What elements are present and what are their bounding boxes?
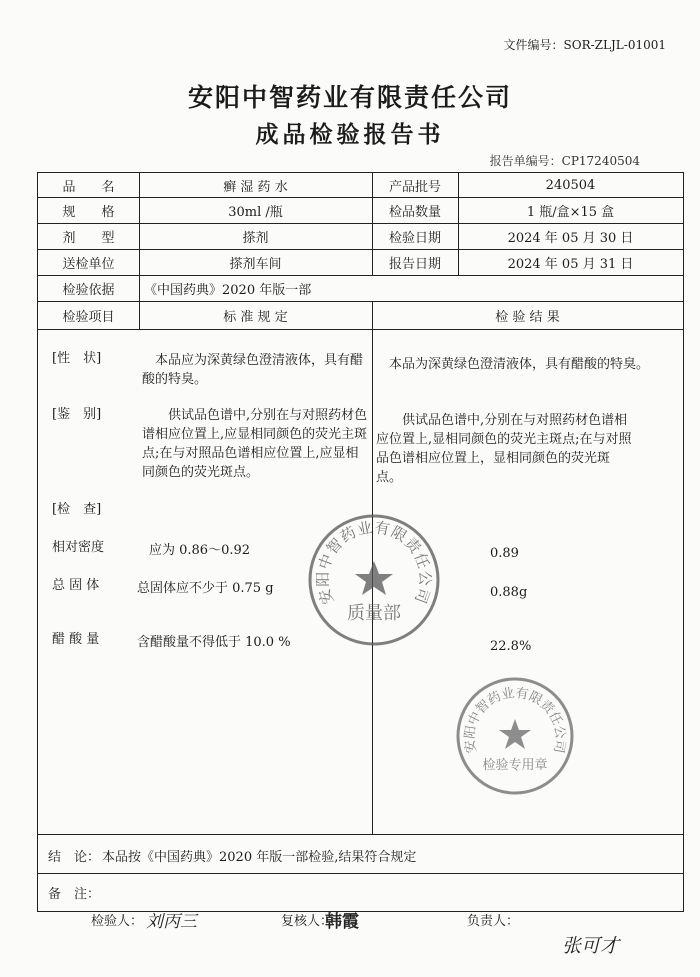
report-date-value: 2024 年 05 月 31 日 (507, 257, 634, 272)
quality-stamp-ring-text: 安阳中智药业有限责任公司 (313, 518, 435, 607)
density-result: 0.89 (490, 546, 519, 561)
identification-label: [鉴 别] (52, 407, 102, 422)
quality-stamp-center-text: 质量部 (347, 603, 401, 624)
appearance-result: 本品为深黄绿色澄清液体，具有醋酸的特臭。 (389, 357, 650, 372)
reviewer-label: 复核人： (281, 914, 334, 929)
check-label: [检 查] (52, 502, 102, 517)
form-value: 搽剂 (242, 231, 269, 246)
result-header: 检 验 结 果 (495, 310, 560, 325)
test-date-label: 检验日期 (388, 231, 441, 246)
standard-header: 标 准 规 定 (223, 310, 288, 325)
remarks-label: 备 注： (48, 887, 101, 902)
spec-label: 规 格 (62, 205, 115, 220)
identification-standard: 供试品色谱中,分别在与对照药材色谱相应位置上,应显相同颜色的荧光主斑点;在与对照品色谱相应位置上,应显相同颜色的荧光斑点。 (142, 408, 368, 480)
svg-text:安阳中智药业有限责任公司 (462, 686, 568, 754)
document-number: 文件编号：SOR-ZLJL-01001 (503, 38, 666, 52)
basis-value: 《中国药典》2020 年版一部 (144, 283, 312, 298)
responsible-signature: 张可才 (562, 935, 620, 957)
solids-standard: 总固体应不少于 0.75 g (137, 581, 274, 596)
batch-value: 240504 (545, 177, 596, 193)
inspector-signature: 刘丙三 (146, 912, 197, 932)
inspection-form (37, 172, 684, 912)
svg-text:安阳中智药业有限责任公司 (314, 518, 434, 607)
inspector-label: 检验人： (91, 914, 144, 929)
acetic-acid-result: 22.8% (490, 639, 532, 654)
appearance-label: [性 状] (52, 351, 102, 366)
solids-label: 总 固 体 (52, 578, 100, 593)
report-date-label: 报告日期 (388, 257, 441, 272)
company-name: 安阳中智药业有限责任公司 (187, 83, 512, 112)
submitter-value: 搽剂车间 (229, 257, 282, 272)
quality-department-stamp (305, 511, 443, 649)
acetic-acid-standard: 含醋酸量不得低于 10.0 % (137, 635, 291, 650)
report-title: 成品检验报告书 (255, 121, 445, 148)
spec-value: 30ml /瓶 (228, 205, 283, 220)
appearance-standard: 本品应为深黄绿色澄清液体，具有醋酸的特臭。 (142, 353, 364, 387)
batch-label: 产品批号 (388, 179, 441, 195)
conclusion-label: 结 论： (48, 850, 101, 865)
form-label: 剂 型 (62, 231, 115, 246)
conclusion-text: 本品按《中国药典》2020 年版一部检验,结果符合规定 (102, 850, 417, 865)
submitter-label: 送检单位 (62, 257, 115, 272)
quantity-label: 检品数量 (388, 205, 441, 220)
basis-label: 检验依据 (62, 283, 115, 298)
quantity-value: 1 瓶/盒×15 盒 (526, 205, 615, 220)
report-number: 报告单编号：CP17240504 (489, 154, 640, 168)
solids-result: 0.88g (490, 585, 528, 600)
item-header: 检验项目 (62, 310, 115, 325)
density-standard: 应为 0.86～0.92 (149, 543, 251, 558)
reviewer-signature: 韩霞 (325, 912, 359, 932)
product-name-value: 癣 湿 药 水 (223, 179, 288, 195)
density-label: 相对密度 (52, 540, 105, 555)
product-name-label: 品 名 (62, 179, 115, 195)
identification-result: 供试品色谱中,分别在与对照药材色谱相应位置上,显相同颜色的荧光主斑点;在与对照品色谱相应位置上，显相同颜色的荧光斑点。 (376, 413, 632, 485)
inspection-stamp-center-text: 检验专用章 (482, 758, 548, 773)
responsible-label: 负责人： (467, 914, 520, 929)
acetic-acid-label: 醋 酸 量 (52, 632, 100, 647)
inspection-seal (454, 675, 576, 797)
star-icon (499, 719, 531, 749)
star-icon (355, 561, 393, 595)
test-date-value: 2024 年 05 月 30 日 (507, 231, 634, 246)
inspection-stamp-ring-text: 安阳中智药业有限责任公司 (462, 685, 568, 755)
